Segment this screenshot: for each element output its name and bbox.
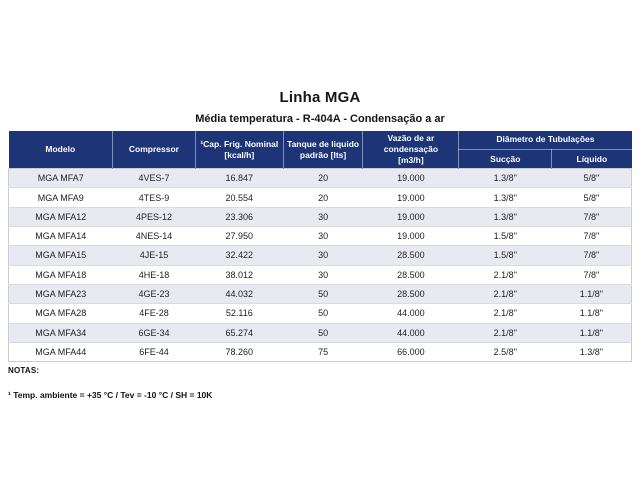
cell-modelo: MGA MFA18	[35, 269, 87, 280]
cell-airflow: 28.500	[397, 289, 425, 300]
cell-modelo: MGA MFA34	[35, 327, 87, 338]
cell-suction: 1.3/8"	[493, 173, 517, 184]
cell-airflow: 44.000	[397, 327, 425, 338]
cell-capacity: 27.950	[225, 231, 254, 242]
col-header-airflow-line1: Vazão de ar condensação	[383, 133, 439, 155]
col-header-airflow	[363, 131, 459, 169]
cell-compressor: 4JE-15	[139, 250, 169, 261]
cell-modelo: MGA MFA28	[35, 308, 87, 319]
cell-liquid: 5/8"	[583, 192, 600, 203]
table-row	[9, 246, 632, 265]
cell-tank: 20	[318, 192, 329, 203]
cell-suction: 1.5/8"	[493, 231, 517, 242]
table-row	[9, 169, 632, 188]
table-row	[9, 227, 632, 246]
cell-modelo: MGA MFA15	[35, 250, 87, 261]
cell-tank: 50	[318, 308, 329, 319]
cell-compressor: 4HE-18	[138, 269, 170, 280]
cell-liquid: 7/8"	[583, 211, 600, 222]
cell-compressor: 6GE-34	[138, 327, 170, 338]
page-subtitle: Média temperatura - R-404A - Condensação a ar	[195, 113, 445, 125]
cell-capacity: 65.274	[225, 327, 254, 338]
col-header-tank	[283, 131, 363, 169]
cell-tank: 50	[318, 327, 329, 338]
cell-liquid: 1.3/8"	[579, 346, 603, 357]
cell-tank: 30	[318, 250, 329, 261]
cell-capacity: 23.306	[225, 211, 254, 222]
col-header-liquid: Líquido	[552, 150, 632, 169]
cell-liquid: 5/8"	[583, 173, 600, 184]
col-header-tank-unit: padrão [lts]	[299, 149, 347, 160]
product-spec-table	[8, 131, 632, 362]
cell-suction: 1.3/8"	[493, 192, 517, 203]
cell-airflow: 66.000	[397, 346, 425, 357]
cell-liquid: 7/8"	[583, 231, 600, 242]
table-row	[9, 304, 632, 323]
cell-liquid: 7/8"	[583, 269, 600, 280]
cell-liquid: 1.1/8"	[579, 289, 603, 300]
cell-tank: 30	[318, 231, 329, 242]
table-row	[9, 188, 632, 207]
table-row	[9, 265, 632, 284]
cell-airflow: 19.000	[397, 231, 425, 242]
cell-suction: 2.5/8"	[493, 346, 517, 357]
cell-tank: 50	[318, 289, 329, 300]
note-temp-conditions: ¹ Temp. ambiente = +35 °C / Tev = -10 °C / SH = 10K	[8, 390, 213, 401]
cell-airflow: 28.500	[397, 269, 425, 280]
cell-liquid: 7/8"	[583, 250, 600, 261]
col-header-capacity-unit: [kcal/h]	[224, 149, 255, 160]
cell-compressor: 4FE-28	[139, 308, 169, 319]
cell-compressor: 4PES-12	[135, 211, 172, 222]
cell-airflow: 44.000	[397, 308, 425, 319]
cell-modelo: MGA MFA23	[35, 289, 87, 300]
table-body	[9, 169, 632, 362]
cell-tank: 30	[318, 211, 329, 222]
cell-modelo: MGA MFA9	[37, 192, 84, 203]
cell-modelo: MGA MFA7	[37, 173, 84, 184]
col-group-header-pipe-diameter: Diâmetro de Tubulações	[459, 131, 632, 150]
table-row	[9, 323, 632, 342]
cell-compressor: 4NES-14	[135, 231, 173, 242]
table-row	[9, 342, 632, 361]
cell-compressor: 4TES-9	[138, 192, 170, 203]
cell-modelo: MGA MFA12	[35, 211, 87, 222]
cell-compressor: 4GE-23	[138, 289, 170, 300]
cell-suction: 2.1/8"	[493, 289, 517, 300]
cell-airflow: 19.000	[397, 192, 425, 203]
table-header	[9, 131, 632, 169]
cell-capacity: 78.260	[225, 346, 254, 357]
header-row-1	[9, 131, 632, 150]
col-header-tank-line1: Tanque de liquido	[287, 138, 360, 149]
cell-suction: 2.1/8"	[493, 269, 517, 280]
cell-capacity: 38.012	[225, 269, 254, 280]
cell-suction: 2.1/8"	[493, 308, 517, 319]
table-row	[9, 207, 632, 226]
col-header-suction: Sucção	[459, 150, 552, 169]
cell-capacity: 20.554	[225, 192, 254, 203]
cell-airflow: 19.000	[397, 173, 425, 184]
cell-tank: 75	[318, 346, 329, 357]
cell-compressor: 4VES-7	[138, 173, 170, 184]
cell-airflow: 19.000	[397, 211, 425, 222]
cell-suction: 2.1/8"	[493, 327, 517, 338]
col-header-modelo: Modelo	[9, 131, 113, 169]
cell-capacity: 16.847	[225, 173, 254, 184]
cell-capacity: 32.422	[225, 250, 254, 261]
cell-modelo: MGA MFA44	[35, 346, 87, 357]
cell-capacity: 44.032	[225, 289, 254, 300]
notes-label: NOTAS:	[8, 366, 40, 376]
cell-modelo: MGA MFA14	[35, 231, 87, 242]
cell-tank: 20	[318, 173, 329, 184]
col-header-capacity-line1: ¹Cap. Frig. Nominal	[200, 138, 279, 149]
col-header-airflow-unit: [m3/h]	[398, 155, 424, 166]
col-header-compressor: Compressor	[113, 131, 196, 169]
cell-tank: 30	[318, 269, 329, 280]
cell-suction: 1.3/8"	[493, 211, 517, 222]
cell-capacity: 52.116	[225, 308, 253, 319]
cell-liquid: 1.1/8"	[579, 308, 603, 319]
page-title: Linha MGA	[279, 89, 361, 106]
col-header-capacity	[195, 131, 283, 169]
cell-liquid: 1.1/8"	[579, 327, 603, 338]
cell-suction: 1.5/8"	[493, 250, 517, 261]
table-row	[9, 284, 632, 303]
cell-compressor: 6FE-44	[139, 346, 169, 357]
cell-airflow: 28.500	[397, 250, 425, 261]
